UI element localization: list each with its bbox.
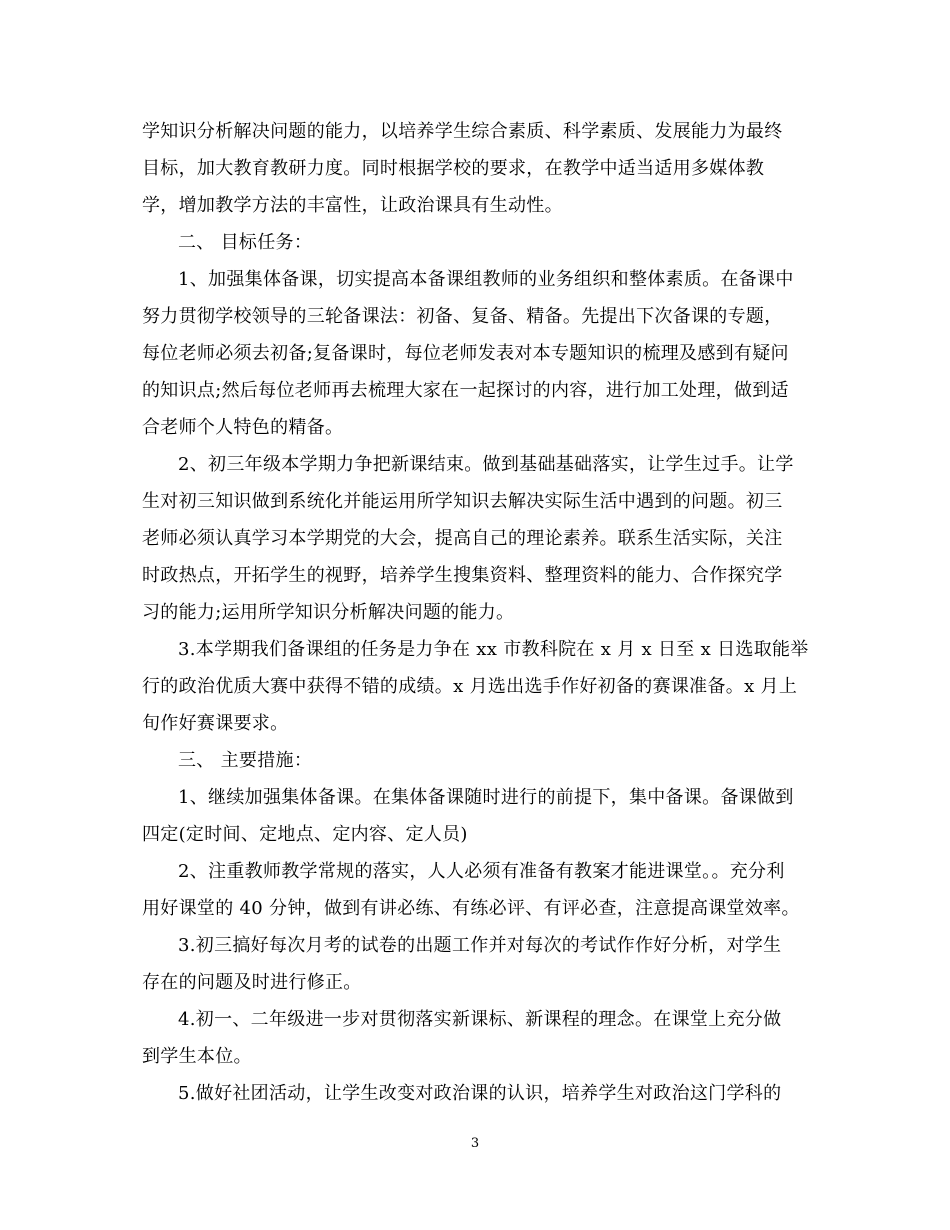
section-heading: 三、 主要措施：	[178, 750, 313, 771]
body-text-line: 合老师个人特色的精备。	[142, 417, 344, 438]
body-text-line: 四定(定时间、定地点、定内容、定人员)	[142, 824, 468, 845]
page-number: 3	[470, 1136, 480, 1151]
body-text-line: 3.本学期我们备课组的任务是力争在 xx 市教科院在 x 月 x 日至 x 日选取能举	[178, 639, 809, 660]
body-text-line: 用好课堂的 40 分钟，做到有讲必练、有练必评、有评必查，注意提高课堂效率。	[142, 898, 800, 919]
body-text-line: 学知识分析解决问题的能力，以培养学生综合素质、科学素质、发展能力为最终	[142, 121, 783, 142]
body-text-line: 到学生本位。	[142, 1046, 252, 1067]
body-text-line: 时政热点，开拓学生的视野，培养学生搜集资料、整理资料的能力、合作探究学	[142, 565, 783, 586]
body-text-line: 2、初三年级本学期力争把新课结束。做到基础基础落实，让学生过手。让学	[178, 454, 794, 475]
body-text-line: 5.做好社团活动，让学生改变对政治课的认识，培养学生对政治这门学科的	[178, 1083, 782, 1104]
section-heading: 二、 目标任务：	[178, 232, 313, 253]
body-text-line: 行的政治优质大赛中获得不错的成绩。x 月选出选手作好初备的赛课准备。x 月上	[142, 676, 798, 697]
body-text-line: 老师必须认真学习本学期党的大会，提高自己的理论素养。联系生活实际，关注	[142, 528, 783, 549]
body-text-line: 每位老师必须去初备;复备课时，每位老师发表对本专题知识的梳理及感到有疑问	[142, 343, 789, 364]
body-text-line: 4.初一、二年级进一步对贯彻落实新课标、新课程的理念。在课堂上充分做	[178, 1009, 782, 1030]
body-text-line: 学，增加教学方法的丰富性，让政治课具有生动性。	[142, 195, 563, 216]
body-text-line: 生对初三知识做到系统化并能运用所学知识去解决实际生活中遇到的问题。初三	[142, 491, 783, 512]
body-text-line: 努力贯彻学校领导的三轮备课法：初备、复备、精备。先提出下次备课的专题，	[142, 306, 783, 327]
body-text-line: 旬作好赛课要求。	[142, 713, 289, 734]
body-text-line: 存在的问题及时进行修正。	[142, 972, 362, 993]
body-text-line: 2、注重教师教学常规的落实，人人必须有准备有教案才能进课堂。。充分利	[178, 861, 785, 882]
body-text-line: 3.初三搞好每次月考的试卷的出题工作并对每次的考试作作好分析，对学生	[178, 935, 782, 956]
body-text-line: 1、继续加强集体备课。在集体备课随时进行的前提下，集中备课。备课做到	[178, 787, 794, 808]
body-text-line: 的知识点;然后每位老师再去梳理大家在一起探讨的内容，进行加工处理，做到适	[142, 380, 789, 401]
body-text-line: 目标，加大教育教研力度。同时根据学校的要求，在教学中适当适用多媒体教	[142, 158, 765, 179]
body-text-line: 习的能力;运用所学知识分析解决问题的能力。	[142, 602, 515, 623]
body-text-line: 1、加强集体备课，切实提高本备课组教师的业务组织和整体素质。在备课中	[178, 269, 794, 290]
